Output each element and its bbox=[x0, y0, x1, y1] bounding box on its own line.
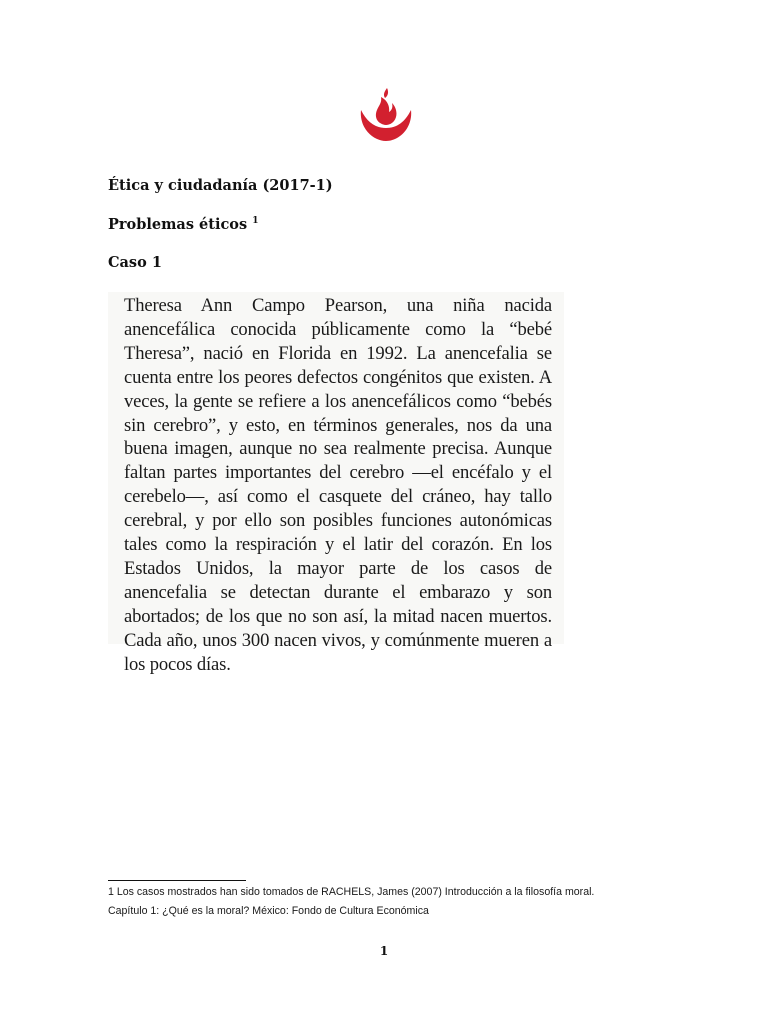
section-title bbox=[108, 216, 258, 234]
upc-flame-logo-icon bbox=[357, 88, 415, 142]
case-title: Caso 1 bbox=[108, 254, 162, 271]
section-title-text: Problemas éticos bbox=[108, 216, 248, 233]
footnote-line-1: 1 Los casos mostrados han sido tomados de RACHELS, James (2007) Introducción a la filosofía moral. bbox=[108, 886, 595, 898]
footnote-line-2: Capítulo 1: ¿Qué es la moral? México: Fondo de Cultura Económica bbox=[108, 905, 429, 917]
case-excerpt: Theresa Ann Campo Pearson, una niña nacida anencefálica conocida públicamente como la “bebé Theresa”, nació en Florida en 1992. La anencefalia se cuenta entre los peores defectos congénitos que existen. A veces, la gente se refiere a los anencefálicos como “bebés sin cerebro”, y esto, en términos generales, nos da una buena imagen, aunque no sea realmente precisa. Aunque faltan partes importantes del cerebro —el encéfalo y el cerebelo—, así como el casquete del cráneo, hay tallo cerebral, y por ello son posibles funciones autonómicas tales como la respiración y el latir del corazón. En los Estados Unidos, la mayor parte de los casos de anencefalia se detectan durante el embarazo y son abortados; de los que no son así, la mitad nacen muertos. Cada año, unos 300 nacen vivos, y comúnmente mueren a los pocos días. bbox=[124, 295, 552, 675]
course-title: Ética y ciudadanía (2017-1) bbox=[108, 177, 333, 194]
page-number: 1 bbox=[379, 944, 389, 958]
footnote-separator bbox=[108, 880, 246, 881]
footnote-marker: 1 bbox=[252, 216, 259, 227]
